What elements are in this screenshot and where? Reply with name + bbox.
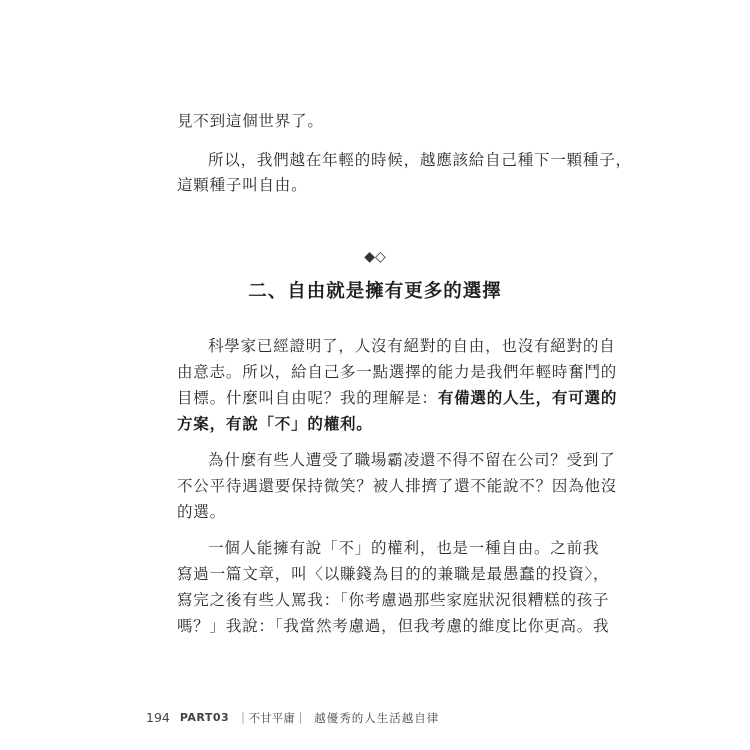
text-line: 由意志。所以，給自己多一點選擇的能力是我們年輕時奮鬥的 [177, 363, 618, 381]
emphasis-text: 有備選的人生，有可選的 [437, 388, 618, 407]
text-line: 不公平待遇還要保持微笑？被人排擠了還不能說不？因為他沒 [177, 477, 618, 495]
text-line: 見不到這個世界了。 [177, 112, 324, 130]
book-title: 越優秀的人生活越自律 [314, 711, 440, 725]
page-number: 194 [146, 710, 170, 725]
page-footer [146, 709, 439, 727]
text-line: 寫完之後有些人罵我：「你考慮過那些家庭狀況很糟糕的孩子 [177, 591, 610, 609]
section-label: ｜不甘平庸｜ [237, 711, 307, 725]
emphasis-text: 方案，有說「不」的權利。 [177, 414, 373, 433]
text-line: 的選。 [177, 503, 226, 521]
part-label: PART03 [179, 711, 230, 724]
text-line: 嗎？」我說：「我當然考慮過，但我考慮的維度比你更高。我 [177, 617, 610, 635]
section-heading: 二、自由就是擁有更多的選擇 [248, 281, 502, 302]
text-line: 科學家已經證明了，人沒有絕對的自由，也沒有絕對的自 [208, 337, 616, 355]
plain-text: 目標。什麼叫自由呢？我的理解是： [177, 389, 438, 407]
text-line: 寫過一篇文章，叫〈以賺錢為目的的兼職是最愚蠢的投資〉， [177, 565, 610, 583]
section-ornament: ◆◇ [364, 249, 386, 265]
text-line: 一個人能擁有說「不」的權利，也是一種自由。之前我 [208, 539, 600, 557]
text-line: 所以，我們越在年輕的時候，越應該給自己種下一顆種子， [208, 151, 632, 169]
text-line: 為什麼有些人遭受了職場霸凌還不得不留在公司？受到了 [208, 451, 616, 469]
text-line: 這顆種子叫自由。 [177, 176, 308, 194]
text-line-mixed [177, 388, 617, 408]
